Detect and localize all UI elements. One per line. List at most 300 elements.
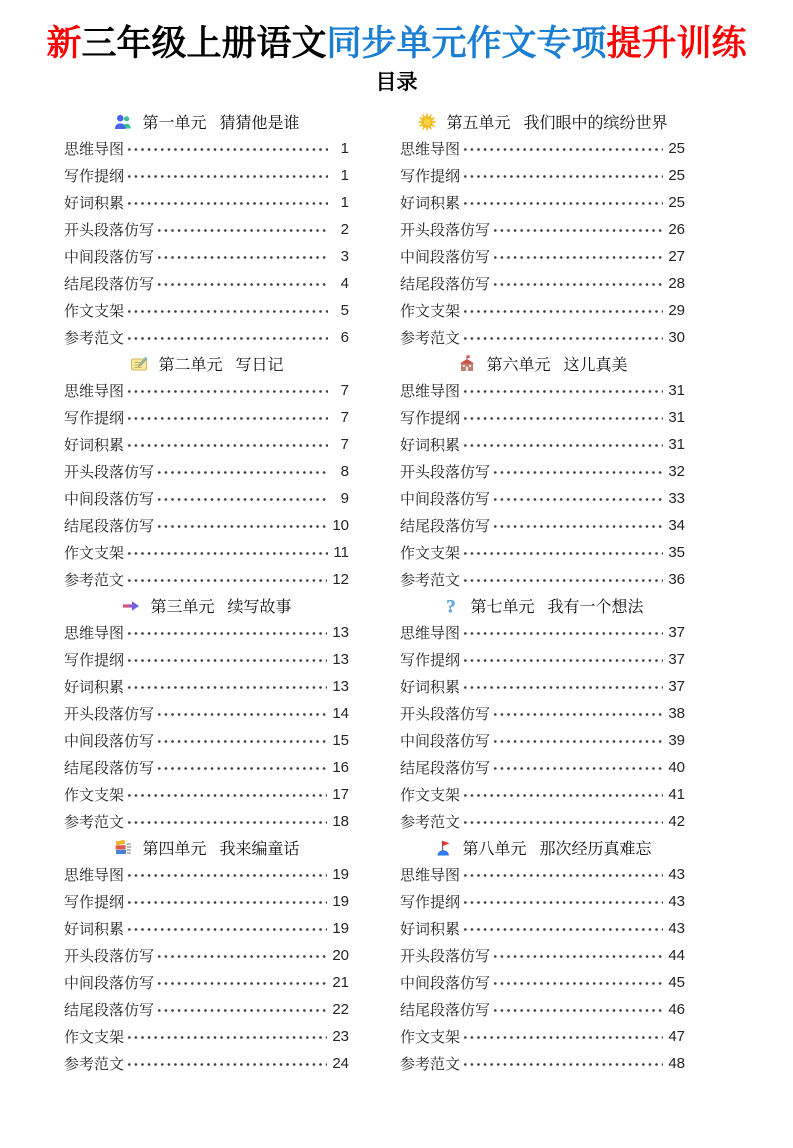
page-number: 26 <box>668 220 685 238</box>
item-label: 好词积累 <box>400 678 461 696</box>
castle-icon <box>457 354 477 374</box>
item-label: 写作提纲 <box>64 409 125 427</box>
toc-row <box>400 808 685 835</box>
dot-leader <box>156 700 327 727</box>
page-number: 24 <box>332 1054 349 1072</box>
dot-leader <box>126 324 328 351</box>
page-number: 4 <box>340 274 349 292</box>
item-label: 结尾段落仿写 <box>400 1001 491 1019</box>
page-number: 30 <box>668 328 685 346</box>
item-label: 好词积累 <box>64 436 125 454</box>
item-label: 作文支架 <box>64 786 125 804</box>
toc-row <box>400 1023 685 1050</box>
item-label: 中间段落仿写 <box>400 248 491 266</box>
toc-row <box>64 646 349 673</box>
dot-leader <box>462 619 663 646</box>
toc-row <box>64 324 349 351</box>
dot-leader <box>126 189 328 216</box>
page-number: 29 <box>668 301 685 319</box>
unit-label: 第八单元 <box>462 841 527 859</box>
unit-header <box>400 351 685 377</box>
page-number: 7 <box>340 381 349 399</box>
item-label: 开头段落仿写 <box>64 463 155 481</box>
item-label: 思维导图 <box>400 866 461 884</box>
item-label: 中间段落仿写 <box>400 974 491 992</box>
toc-row <box>400 942 685 969</box>
page-number: 19 <box>332 865 349 883</box>
memo-icon <box>129 354 149 374</box>
item-label: 写作提纲 <box>64 651 125 669</box>
page-number: 19 <box>332 919 349 937</box>
unit-header <box>64 109 349 135</box>
svg-text:?: ? <box>446 596 457 616</box>
toc-row <box>400 781 685 808</box>
unit-name: 我有一个想法 <box>547 599 644 617</box>
toc-row <box>64 888 349 915</box>
unit-header <box>400 835 685 861</box>
page-number: 42 <box>668 812 685 830</box>
page-number: 40 <box>668 758 685 776</box>
unit-name: 我们眼中的缤纷世界 <box>523 115 668 133</box>
dot-leader <box>462 162 663 189</box>
item-label: 作文支架 <box>400 786 461 804</box>
toc-row <box>64 1023 349 1050</box>
page-number: 1 <box>340 193 349 211</box>
dot-leader <box>462 915 663 942</box>
item-label: 开头段落仿写 <box>400 947 491 965</box>
dot-leader <box>126 781 327 808</box>
unit-name: 我来编童话 <box>219 841 300 859</box>
toc-row <box>64 619 349 646</box>
dot-leader <box>462 377 663 404</box>
dot-leader <box>492 969 663 996</box>
page-number: 1 <box>340 166 349 184</box>
dot-leader <box>126 915 327 942</box>
item-label: 中间段落仿写 <box>400 732 491 750</box>
toc-row <box>64 189 349 216</box>
page-number: 35 <box>668 543 685 561</box>
toc-row <box>64 566 349 593</box>
title-part: 同步单元作文专项 <box>326 24 607 63</box>
item-label: 中间段落仿写 <box>400 490 491 508</box>
item-label: 作文支架 <box>400 544 461 562</box>
dot-leader <box>462 888 663 915</box>
toc-column <box>64 109 349 1077</box>
dot-leader <box>462 861 663 888</box>
unit-section <box>64 593 349 835</box>
dot-leader <box>156 512 327 539</box>
page-number: 18 <box>332 812 349 830</box>
toc-row <box>400 673 685 700</box>
item-label: 结尾段落仿写 <box>64 517 155 535</box>
item-label: 好词积累 <box>64 678 125 696</box>
dot-leader <box>462 189 663 216</box>
dot-leader <box>462 431 663 458</box>
toc-row <box>64 969 349 996</box>
unit-section <box>64 835 349 1077</box>
page-number: 22 <box>332 1000 349 1018</box>
page-number: 5 <box>340 301 349 319</box>
unit-name: 写日记 <box>235 357 284 375</box>
item-label: 中间段落仿写 <box>64 974 155 992</box>
toc-row <box>64 754 349 781</box>
unit-section <box>400 109 685 351</box>
dot-leader <box>156 727 327 754</box>
item-label: 结尾段落仿写 <box>64 759 155 777</box>
page-number: 25 <box>668 193 685 211</box>
toc-row <box>400 216 685 243</box>
page-title <box>0 26 793 63</box>
toc-row <box>400 566 685 593</box>
toc-row <box>400 915 685 942</box>
dot-leader <box>492 270 663 297</box>
item-label: 开头段落仿写 <box>400 221 491 239</box>
page-number: 36 <box>668 570 685 588</box>
page-number: 14 <box>332 704 349 722</box>
item-label: 参考范文 <box>400 813 461 831</box>
toc-row <box>400 512 685 539</box>
toc-row <box>64 942 349 969</box>
dot-leader <box>126 297 328 324</box>
toc-row <box>64 915 349 942</box>
toc-row <box>400 888 685 915</box>
unit-label: 第七单元 <box>470 599 535 617</box>
item-label: 参考范文 <box>400 571 461 589</box>
toc-row <box>64 162 349 189</box>
dot-leader <box>156 216 328 243</box>
unit-section <box>64 351 349 593</box>
page-number: 46 <box>668 1000 685 1018</box>
toc-row <box>64 996 349 1023</box>
page-number: 31 <box>668 408 685 426</box>
dot-leader <box>156 942 327 969</box>
page-number: 38 <box>668 704 685 722</box>
dot-leader <box>156 969 327 996</box>
item-label: 写作提纲 <box>400 409 461 427</box>
item-label: 参考范文 <box>64 813 125 831</box>
item-label: 开头段落仿写 <box>64 221 155 239</box>
dot-leader <box>462 566 663 593</box>
toc-row <box>400 754 685 781</box>
page-number: 45 <box>668 973 685 991</box>
page-number: 39 <box>668 731 685 749</box>
toc-row <box>64 297 349 324</box>
page-number: 31 <box>668 435 685 453</box>
page-number: 21 <box>332 973 349 991</box>
page-number: 15 <box>332 731 349 749</box>
toc-row <box>400 996 685 1023</box>
toc-row <box>64 861 349 888</box>
unit-name: 这儿真美 <box>563 357 628 375</box>
page-number: 8 <box>340 462 349 480</box>
dot-leader <box>126 646 327 673</box>
item-label: 开头段落仿写 <box>400 705 491 723</box>
toc-row <box>400 619 685 646</box>
dot-leader <box>156 270 328 297</box>
unit-name: 猜猜他是谁 <box>219 115 300 133</box>
item-label: 好词积累 <box>400 436 461 454</box>
unit-header <box>64 593 349 619</box>
item-label: 中间段落仿写 <box>64 732 155 750</box>
item-label: 结尾段落仿写 <box>64 275 155 293</box>
page-number: 9 <box>340 489 349 507</box>
dot-leader <box>492 942 663 969</box>
books-icon <box>113 838 133 858</box>
dot-leader <box>156 243 328 270</box>
item-label: 参考范文 <box>64 329 125 347</box>
title-part: 新 <box>46 24 82 63</box>
dot-leader <box>462 404 663 431</box>
page-number: 43 <box>668 892 685 910</box>
page-number: 19 <box>332 892 349 910</box>
dot-leader <box>492 485 663 512</box>
toc-row <box>400 297 685 324</box>
item-label: 结尾段落仿写 <box>64 1001 155 1019</box>
toc-row <box>400 377 685 404</box>
page-number: 16 <box>332 758 349 776</box>
toc-row <box>400 1050 685 1077</box>
toc-row <box>400 485 685 512</box>
page-number: 13 <box>332 650 349 668</box>
toc-row <box>400 458 685 485</box>
item-label: 作文支架 <box>64 544 125 562</box>
page-number: 10 <box>332 516 349 534</box>
dot-leader <box>156 458 328 485</box>
item-label: 参考范文 <box>64 571 125 589</box>
item-label: 参考范文 <box>400 329 461 347</box>
page-number: 13 <box>332 623 349 641</box>
page-number: 44 <box>668 946 685 964</box>
toc-row <box>400 404 685 431</box>
toc-row <box>64 539 349 566</box>
item-label: 参考范文 <box>400 1055 461 1073</box>
unit-header <box>400 593 685 619</box>
item-label: 好词积累 <box>400 920 461 938</box>
toc-row <box>400 162 685 189</box>
item-label: 写作提纲 <box>400 893 461 911</box>
toc-row <box>64 1050 349 1077</box>
dot-leader <box>492 216 663 243</box>
item-label: 开头段落仿写 <box>400 463 491 481</box>
dot-leader <box>126 566 327 593</box>
page-number: 41 <box>668 785 685 803</box>
dot-leader <box>126 1023 327 1050</box>
title-part: 三年级上册语文 <box>81 24 327 63</box>
dot-leader <box>492 727 663 754</box>
item-label: 结尾段落仿写 <box>400 275 491 293</box>
page-number: 12 <box>332 570 349 588</box>
item-label: 作文支架 <box>64 302 125 320</box>
page-number: 1 <box>340 139 349 157</box>
unit-label: 第五单元 <box>446 115 511 133</box>
title-part: 提升训练 <box>606 24 747 63</box>
page-number: 37 <box>668 677 685 695</box>
question-icon <box>441 596 461 616</box>
toc-columns <box>64 109 793 1077</box>
dot-leader <box>126 888 327 915</box>
dot-leader <box>462 324 663 351</box>
toc-row <box>400 861 685 888</box>
toc-row <box>400 324 685 351</box>
dot-leader <box>126 135 328 162</box>
page-number: 33 <box>668 489 685 507</box>
dot-leader <box>126 431 328 458</box>
dot-leader <box>126 404 328 431</box>
dot-leader <box>462 673 663 700</box>
page-number: 11 <box>333 543 349 561</box>
page-number: 6 <box>340 328 349 346</box>
toc-row <box>64 700 349 727</box>
page-number: 28 <box>668 274 685 292</box>
toc-row <box>64 377 349 404</box>
item-label: 参考范文 <box>64 1055 125 1073</box>
toc-column <box>400 109 685 1077</box>
toc-row <box>400 135 685 162</box>
dot-leader <box>462 646 663 673</box>
item-label: 思维导图 <box>400 140 461 158</box>
page-number: 37 <box>668 623 685 641</box>
toc-row <box>64 485 349 512</box>
arrow-icon <box>121 596 141 616</box>
item-label: 思维导图 <box>400 624 461 642</box>
toc-row <box>64 216 349 243</box>
unit-header <box>64 835 349 861</box>
dot-leader <box>126 539 328 566</box>
page-number: 27 <box>668 247 685 265</box>
page-number: 25 <box>668 166 685 184</box>
unit-name: 续写故事 <box>227 599 292 617</box>
item-label: 结尾段落仿写 <box>400 759 491 777</box>
page-number: 47 <box>668 1027 685 1045</box>
item-label: 中间段落仿写 <box>64 248 155 266</box>
item-label: 作文支架 <box>400 302 461 320</box>
dot-leader <box>492 700 663 727</box>
toc-row <box>64 243 349 270</box>
item-label: 结尾段落仿写 <box>400 517 491 535</box>
dot-leader <box>462 808 663 835</box>
item-label: 写作提纲 <box>64 893 125 911</box>
item-label: 思维导图 <box>64 624 125 642</box>
item-label: 作文支架 <box>64 1028 125 1046</box>
item-label: 好词积累 <box>64 194 125 212</box>
dot-leader <box>462 135 663 162</box>
page-number: 31 <box>668 381 685 399</box>
dot-leader <box>156 485 328 512</box>
item-label: 写作提纲 <box>400 167 461 185</box>
item-label: 开头段落仿写 <box>64 705 155 723</box>
dot-leader <box>492 996 663 1023</box>
toc-row <box>400 969 685 996</box>
unit-section <box>400 351 685 593</box>
toc-row <box>64 404 349 431</box>
toc-row <box>64 431 349 458</box>
toc-row <box>400 431 685 458</box>
dot-leader <box>126 377 328 404</box>
toc-row <box>64 673 349 700</box>
toc-row <box>64 781 349 808</box>
item-label: 写作提纲 <box>64 167 125 185</box>
unit-label: 第一单元 <box>142 115 207 133</box>
item-label: 作文支架 <box>400 1028 461 1046</box>
unit-section <box>400 835 685 1077</box>
item-label: 好词积累 <box>64 920 125 938</box>
toc-row <box>400 727 685 754</box>
item-label: 写作提纲 <box>400 651 461 669</box>
page-number: 7 <box>340 408 349 426</box>
page-number: 13 <box>332 677 349 695</box>
toc-row <box>400 700 685 727</box>
page-number: 32 <box>668 462 685 480</box>
dot-leader <box>126 619 327 646</box>
item-label: 思维导图 <box>64 382 125 400</box>
unit-label: 第四单元 <box>142 841 207 859</box>
dot-leader <box>462 1050 663 1077</box>
dot-leader <box>462 781 663 808</box>
toc-row <box>64 512 349 539</box>
toc-row <box>64 135 349 162</box>
toc-row <box>64 458 349 485</box>
dot-leader <box>156 754 327 781</box>
dot-leader <box>126 861 327 888</box>
page-number: 43 <box>668 865 685 883</box>
page-number: 7 <box>340 435 349 453</box>
toc-row <box>400 646 685 673</box>
toc-row <box>400 270 685 297</box>
dot-leader <box>492 754 663 781</box>
dot-leader <box>126 162 328 189</box>
dot-leader <box>126 1050 327 1077</box>
item-label: 中间段落仿写 <box>64 490 155 508</box>
item-label: 开头段落仿写 <box>64 947 155 965</box>
toc-row <box>64 270 349 297</box>
page-number: 23 <box>332 1027 349 1045</box>
unit-label: 第六单元 <box>486 357 551 375</box>
dot-leader <box>126 673 327 700</box>
unit-section <box>400 593 685 835</box>
unit-label: 第三单元 <box>150 599 215 617</box>
dot-leader <box>492 243 663 270</box>
page-number: 34 <box>668 516 685 534</box>
toc-row <box>400 189 685 216</box>
dot-leader <box>492 512 663 539</box>
unit-label: 第二单元 <box>158 357 223 375</box>
unit-name: 那次经历真难忘 <box>539 841 652 859</box>
unit-header <box>64 351 349 377</box>
people-icon <box>113 112 133 132</box>
page-number: 20 <box>332 946 349 964</box>
page-number: 25 <box>668 139 685 157</box>
toc-row <box>400 243 685 270</box>
dot-leader <box>492 458 663 485</box>
toc-row <box>400 539 685 566</box>
unit-header <box>400 109 685 135</box>
dot-leader <box>462 539 663 566</box>
page-number: 37 <box>668 650 685 668</box>
item-label: 思维导图 <box>64 140 125 158</box>
unit-section <box>64 109 349 351</box>
page-number: 3 <box>340 247 349 265</box>
toc-row <box>64 808 349 835</box>
flag-icon <box>433 838 453 858</box>
dot-leader <box>156 996 327 1023</box>
dot-leader <box>462 297 663 324</box>
item-label: 思维导图 <box>64 866 125 884</box>
page-number: 2 <box>340 220 349 238</box>
item-label: 好词积累 <box>400 194 461 212</box>
toc-row <box>64 727 349 754</box>
sun-icon <box>417 112 437 132</box>
toc-heading: 目录 <box>375 69 418 94</box>
